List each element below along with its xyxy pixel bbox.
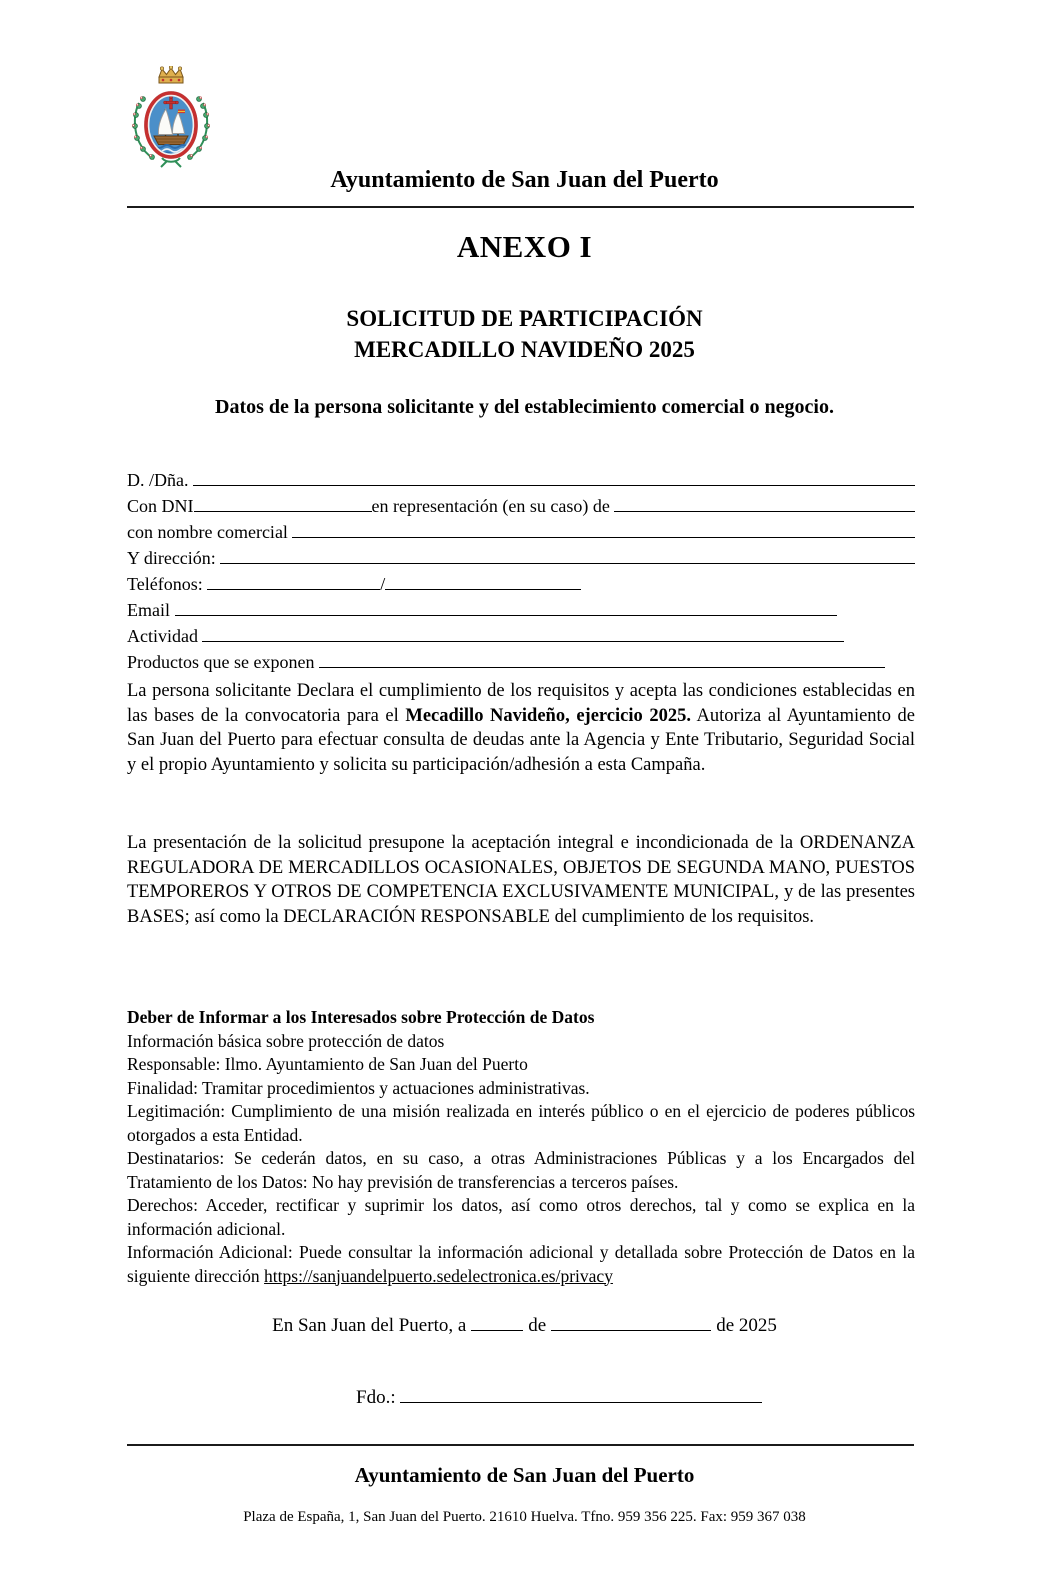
form-row <box>127 623 915 649</box>
field-blank-line[interactable] <box>614 493 915 512</box>
form-row <box>127 649 915 675</box>
privacy-line: Legitimación: Cumplimiento de una misión realizada en interés público o en el ejercicio de poderes públicos otorgados a esta Entidad. <box>127 1101 915 1145</box>
date-part-1: En San Juan del Puerto, a <box>272 1315 467 1336</box>
declaration-post: Autoriza al Ayuntamiento de San Juan del Puerto para efectuar consulta de deudas ante la Agencia y Ente Tributario, Seguridad Social y el propio Ayuntamiento y solicita su participación/adhesión a esta Campaña. <box>127 705 916 775</box>
coat-of-arms-icon <box>128 66 214 168</box>
field-label: Y dirección: <box>127 548 221 568</box>
privacy-additional <box>127 1241 915 1288</box>
form-row <box>127 571 915 597</box>
field-blank-line[interactable] <box>202 623 844 642</box>
field-label: con nombre comercial <box>127 522 293 542</box>
privacy-line: Finalidad: Tramitar procedimientos y actuaciones administrativas. <box>127 1077 590 1098</box>
field-label: Con DNI <box>127 496 194 516</box>
document-subtitle <box>0 303 1049 365</box>
header-divider <box>127 206 914 208</box>
form-row <box>127 597 915 623</box>
page-title: ANEXO I <box>456 229 593 264</box>
privacy-policy-link[interactable]: https://sanjuandelpuerto.sedelectronica.es/privacy <box>264 1265 613 1286</box>
privacy-line: Destinatarios: Se cederán datos, en su caso, a otras Administraciones Públicas y a los Encargados del Tratamiento de los Datos: No hay previsión de transferencias a terceros países. <box>127 1148 915 1192</box>
acceptance-paragraph: La presentación de la solicitud presupone la aceptación integral e incondicionada de la ORDENANZA REGULADORA DE MERCADILLOS OCASIONALES, OBJETOS DE SEGUNDA MANO, PUESTOS TEMPOREROS Y OTROS DE COMPETENCIA EXCLUSIVAMENTE MUNICIPAL, y de las presentes BASES; así como la DECLARACIÓN RESPONSABLE del cumplimiento de los requisitos. <box>127 833 915 927</box>
header-organization-title: Ayuntamiento de San Juan del Puerto <box>330 167 719 193</box>
field-label: / <box>380 574 386 594</box>
privacy-line: Responsable: Ilmo. Ayuntamiento de San Juan del Puerto <box>127 1054 528 1074</box>
privacy-lines <box>127 1030 915 1242</box>
privacy-heading: Deber de Informar a los Interesados sobre Protección de Datos <box>127 1007 595 1027</box>
field-blank-line[interactable] <box>175 597 837 616</box>
field-blank-line[interactable] <box>292 519 915 538</box>
field-label: Teléfonos: <box>127 574 208 594</box>
privacy-line: Derechos: Acceder, rectificar y suprimir los datos, así como otros derechos, tal y como se explica en la información adicional. <box>127 1195 915 1239</box>
privacy-section <box>127 1006 915 1288</box>
date-part-2: de <box>528 1315 547 1336</box>
declaration-bold: Mecadillo Navideño, ejercicio 2025. <box>405 705 691 726</box>
signature-label: Fdo.: <box>356 1387 401 1408</box>
privacy-line: Información básica sobre protección de datos <box>127 1030 445 1051</box>
field-blank-line[interactable] <box>193 467 915 486</box>
form-row <box>127 493 915 519</box>
field-blank-line[interactable] <box>385 571 581 590</box>
date-part-3: de 2025 <box>716 1315 777 1336</box>
field-label: Productos que se exponen <box>127 652 319 672</box>
field-label: en representación (en su caso) de <box>371 496 615 516</box>
field-blank-line[interactable] <box>194 493 372 512</box>
date-month-blank[interactable] <box>551 1312 711 1331</box>
footer-address: Plaza de España, 1, San Juan del Puerto. 21610 Huelva. Tfno. 959 356 225. Fax: 959 367 038 <box>243 1509 806 1525</box>
subtitle-line-1: SOLICITUD DE PARTICIPACIÓN <box>346 306 703 331</box>
section-heading: Datos de la persona solicitante y del establecimiento comercial o negocio. <box>215 396 834 418</box>
field-label: Actividad <box>127 626 203 646</box>
form-row <box>127 545 915 571</box>
field-blank-line[interactable] <box>319 649 885 668</box>
field-label: D. /Dña. <box>127 470 193 490</box>
form-row <box>127 519 915 545</box>
date-line <box>0 1312 1049 1337</box>
field-label: Email <box>127 600 175 620</box>
declaration-paragraph <box>127 679 915 777</box>
privacy-additional-text: Información Adicional: Puede consultar la información adicional y detallada sobre Protección de Datos en la siguiente dirección <box>127 1242 915 1286</box>
signature-blank[interactable] <box>400 1384 762 1403</box>
declaration-pre: La persona solicitante Declara el cumplimiento de los requisitos y acepta las condiciones establecidas en las bases de la convocatoria para el <box>127 681 915 726</box>
form-fields <box>127 467 915 675</box>
subtitle-line-2: MERCADILLO NAVIDEÑO 2025 <box>354 337 695 362</box>
date-day-blank[interactable] <box>471 1312 523 1331</box>
form-row <box>127 467 915 493</box>
signature-row <box>127 1384 915 1409</box>
footer-divider <box>127 1444 914 1446</box>
footer-organization-title: Ayuntamiento de San Juan del Puerto <box>354 1463 695 1487</box>
field-blank-line[interactable] <box>207 571 380 590</box>
field-blank-line[interactable] <box>220 545 915 564</box>
